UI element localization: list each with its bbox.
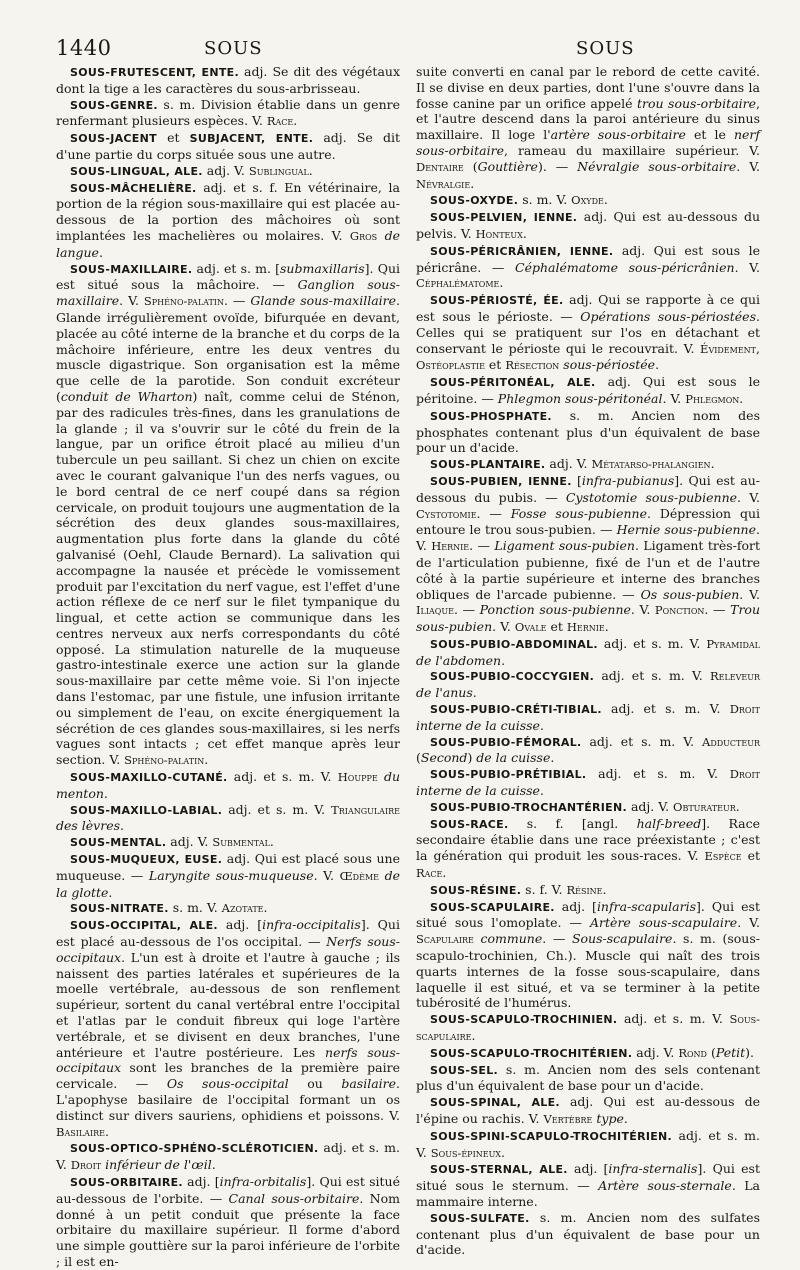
dictionary-entry [416,816,760,882]
dictionary-entry [56,130,400,163]
entry-text: s. f. [angl. [508,815,637,831]
entry-headword: SOUS-STERNAL, ALE. [430,1163,568,1177]
entry-text: adj. et s. m. V. [56,1140,400,1173]
entry-text: Droit [729,702,760,717]
entry-text: adj. V. [626,798,674,814]
entry-text: et le [685,127,734,143]
entry-text: Nerfs sous-occipitaux [56,934,400,965]
entry-headword: SOUS-SULFATE. [430,1211,530,1225]
entry-text: . [739,390,744,406]
entry-text: half-breed [636,815,702,831]
entry-text: . [204,752,209,768]
dictionary-entry [416,408,760,456]
dictionary-entry [416,1045,760,1062]
entry-text: de langue [56,227,400,260]
entry-text: . [655,357,660,373]
entry-text: ( [706,1044,716,1060]
entry-headword: SOUS-OXYDE. [430,194,519,208]
entry-headword: SOUS-MUQUEUX, EUSE. [70,853,223,867]
entry-text: infra-pubianus [581,472,675,488]
entry-headword: SOUS-PÉRITONÉAL, ALE. [430,376,596,390]
entry-text: [ [571,472,582,488]
entry-text: ou [288,1076,342,1092]
entry-text: . [211,1157,216,1173]
entry-text: adj. Se dit d'une partie du corps située sous une autre. [56,130,400,162]
entry-text: . La mammaire interne. [416,1178,760,1209]
entry-headword: SOUS-PHOSPHATE. [430,409,552,423]
dictionary-entry [416,701,760,734]
entry-headword: SOUS-PUBIO-FÉMORAL. [430,735,582,749]
entry-text: Cystotomie sous-pubienne [565,489,738,505]
entry-text: Névralgie sous-orbitaire [577,158,737,174]
entry-text [377,228,384,243]
entry-text: . [539,783,544,799]
dictionary-entry [416,192,760,209]
entry-text: Phlegmon [685,391,740,406]
entry-text: des lèvres [56,818,121,834]
entry-text: Céphalématome sous-péricrânien [515,259,735,275]
entry-text: Sphéno-palatin [143,294,224,309]
entry-text: interne de la cuisse [416,717,540,733]
entry-text: ]. Qui est situé sous l'omoplate. — [416,898,760,931]
entry-text: suite converti en canal par le rebord de cette cavité. Il se divise en deux parties, dont l'une s'ouvre dans la fosse canine par un orifice appelé [416,64,760,111]
entry-text: . V. [734,259,760,275]
entry-headword: SOUS-PUBIO-TROCHANTÉRIEN. [430,800,627,814]
dictionary-entry [416,799,760,816]
entry-text: adj. [ [182,1173,220,1189]
entry-text: Ostéoplastie [416,358,485,373]
entry-text: adj. V. [632,1044,679,1060]
entry-headword: SOUS-GENRE. [70,98,158,112]
entry-text: . V. [630,602,655,618]
entry-text: adj. Qui est sous le péritoine. — [416,374,760,406]
dictionary-entry [416,1011,760,1045]
entry-text: . [471,1028,476,1044]
entry-text: Scapulaire [416,932,474,947]
entry-text: sont les branches de la première paire cervicale. — [56,1060,400,1092]
entry-text: Rond [678,1045,707,1060]
entry-text: sous-périostée [563,357,656,373]
dictionary-entry [416,64,760,192]
entry-text: . V. [662,390,686,406]
entry-text: . — [542,931,572,947]
dictionary-entry [416,243,760,292]
entry-text: Hernie [431,539,470,554]
entry-text: . [98,244,103,260]
entry-text: s. m. Ancien nom des sels contenant plus d'un équivalent de base pour un d'acide. [416,1061,760,1094]
entry-text: . [470,175,475,191]
entry-text: infra-sternalis [608,1161,698,1177]
entry-text: Honteux [475,226,523,241]
entry-text: infra-occipitalis [262,917,361,933]
entry-text: Oxyde [571,193,604,208]
entry-text: . [550,750,555,766]
entry-headword: SOUS-MAXILLO-LABIAL. [70,803,223,817]
entry-text: Artère sous-sternale [598,1178,732,1194]
entry-text: . — [469,538,495,554]
entry-text: . — [476,505,511,521]
entry-text: ]. Qui est au-dessous du pubis. — [416,472,760,505]
entry-text: . L'apophyse basilaire de l'occipital formant un os distinct sur divers sauriens, ophidiens et poissons. V. [56,1076,401,1123]
entry-text: . Celles qui se pratiquent sur l'os en détachant et conservant le périoste qui le recouvrait. V. [416,308,760,356]
dictionary-entry [416,882,760,899]
entry-headword: SOUS-PLANTAIRE. [430,458,546,472]
entry-text: s. m. Division établie dans un genre renfermant plusieurs espèces. V. [56,96,400,129]
dictionary-entry [416,766,760,799]
entry-text: de l'abdomen [416,652,502,668]
entry-text: Œdème [339,868,379,883]
entry-text: . [499,275,504,291]
entry-text: Os sous-occipital [166,1076,289,1092]
entry-text: , [756,340,760,356]
entry-headword: SOUS-MAXILLO-CUTANÉ. [70,771,228,785]
left-column [56,64,400,1270]
entry-text: Triangulaire [331,802,400,817]
entry-text: Laryngite sous-muqueuse [148,867,314,883]
entry-text: adj. V. [202,162,249,178]
entry-text: ( [416,750,421,766]
page-number: 1440 [56,36,112,60]
entry-text: Phlegmon sous-péritonéal [497,390,663,406]
entry-text: ). [745,1044,754,1060]
dictionary-entry [416,209,760,243]
dictionary-entry [56,802,400,835]
entry-headword: SOUS-PUBIO-CRÉTI-TIBIAL. [430,703,602,717]
entry-text: Cystotomie [416,506,477,521]
entry-text: . [472,685,477,701]
entry-text: ]. Qui est placé au-dessous de l'os occipital. — [56,917,400,950]
entry-headword: SOUS-SCAPULO-TROCHINIEN. [430,1013,618,1027]
dictionary-entry [56,834,400,851]
entry-text: Iliaque [416,603,454,618]
entry-text: Vertèbre [543,1112,593,1126]
dictionary-entry [56,64,400,97]
entry-text: de la glotte [56,867,400,900]
dictionary-entry [416,734,760,767]
entry-text: . [604,619,609,635]
entry-text: adj. et s. m. V. [416,1127,760,1160]
entry-text: ) naît, comme celui de Sténon, par des radicules très-fines, dans les granulations de la glande ; il va s'ouvrir sur le côté du frein de la langue, par un orifice étroit placé au milieu d'un tubercule un peu saillant. Si chez un chien on excite avec le courant galvanique l'un des nerfs vagues, ou le bord central de ce nerf coupé dans sa région cervicale, on produit toujours une augmentation de la sécrétion des deux glandes sous-maxillaires, augmentation plus forte dans la glande du côté galvanisé (Oehl, Claude Bernard). La salivation qui accompagne la nausée et précède le vomissement produit par l'excitation du nerf vague, est l'effet d'une action réflexe de ce nerf sur le filet tympanique du lingual, et cette action se communique dans les centres nerveux aux nerfs correspondants du côté opposé. La stimulation naturelle de la muqueuse gastro-intestinale exerce une action sur la glande sous-maxillaire par cette même voie. Si l'on injecte dans l'estomac, par une fistule, une infusion irritante ou simplement de l'eau, on excite énergiquement la sécrétion de ces glandes sous-maxillaires, si les nerfs vagues sont intacts ; cet effet manque après leur section. V. [56,388,400,768]
entry-text: Canal sous-orbitaire [228,1190,360,1206]
entry-text: . [522,225,527,241]
entry-text: nerfs sous-occipitaux [56,1044,400,1076]
entry-text: submaxillaris [280,260,365,276]
entry-text: Basilaire [56,1124,105,1139]
entry-text: adj. et s. m. V. [222,801,332,817]
entry-text: . [108,884,113,900]
dictionary-entry [56,917,400,1140]
entry-text: de l'anus [416,685,473,701]
entry-text: s. m. Ancien nom des phosphates contenant plus d'un équivalent de base pour un d'acide. [416,407,760,456]
entry-headword: SOUS-ORBITAIRE. [70,1175,183,1189]
entry-text: Évidement [700,341,757,356]
dictionary-entry [416,1210,760,1258]
entry-text: . — [704,602,731,618]
dictionary-entry [416,668,760,701]
entry-text: commune [480,931,543,947]
dictionary-entry [416,1128,760,1162]
entry-text: adj. Qui se rapporte à ce qui est sous le périoste. — [416,292,760,324]
entry-text: ) [467,750,477,766]
entry-text: Espèce [704,849,742,864]
entry-text: . [120,818,125,834]
entry-text: Fosse sous-pubienne [510,505,648,521]
entry-text: . V. [739,586,760,602]
entry-headword: SOUS-SPINI-SCAPULO-TROCHITÉRIEN. [430,1129,673,1143]
entry-text: Sublingual [248,163,309,178]
entry-text: . V. [737,489,761,505]
dictionary-entry [416,899,760,1012]
entry-headword: SOUS-MENTAL. [70,836,167,850]
entry-headword: SOUS-SCAPULAIRE. [430,900,555,914]
entry-text: adj. [ [554,898,597,914]
entry-text: et [741,848,760,864]
entry-text: Os sous-pubien [640,586,740,602]
entry-text: s. m. V. [518,192,572,208]
dictionary-entry [416,636,760,669]
dictionary-entry [416,1094,760,1128]
entry-text: adj. et s. m. [ [192,260,281,276]
dictionary-entry [416,1062,760,1095]
entry-headword: SOUS-SPINAL, ALE. [430,1096,560,1110]
entry-headword: SOUS-RACE. [430,817,509,831]
entry-text: Droit [70,1158,102,1173]
entry-text: . [263,900,268,916]
entry-text: Petit [715,1044,746,1060]
entry-text: ]. Race secondaire établie dans une race préexistante ; c'est la génération qui produit les sous-races. V. [416,815,760,864]
entry-text: Sous-épineux [430,1145,502,1160]
entry-text: Trou sous-pubien [416,602,760,635]
entry-text: adj. et s. m. V. [581,733,703,749]
dictionary-entry [56,900,400,917]
entry-text: et [546,619,567,635]
entry-text: . [602,881,607,897]
entry-text: du menton [56,769,400,801]
entry-headword: SUBJACENT, ENTE. [189,132,314,146]
entry-headword: SOUS-PUBIO-ABDOMINAL. [430,637,598,651]
entry-text: de la cuisse [476,750,551,766]
running-head-right: SOUS [576,38,635,59]
entry-text: . V. [416,522,760,554]
entry-text: Ponction sous-pubienne [479,602,631,618]
entry-text: Second [420,750,468,766]
entry-text: Gouttière [477,158,538,174]
entry-text: basilaire [341,1076,397,1092]
entry-text: . [293,113,298,129]
entry-headword: SOUS-JACENT [70,132,157,146]
dictionary-entry [56,97,400,131]
entry-text: inférieur de l'œil [105,1157,212,1173]
dictionary-entry [56,180,400,261]
entry-text: Résection [505,358,560,373]
dictionary-entry [56,1174,400,1270]
entry-headword: SOUS-PÉRIOSTÉ, ÉE. [430,294,564,308]
dictionary-entry [416,374,760,408]
entry-text: . [735,798,740,814]
entry-text: Dentaire [416,159,464,174]
entry-text: Pyramidal [706,636,760,651]
entry-text: Ligament sous-pubien [494,538,635,554]
dictionary-entry [56,1140,400,1174]
entry-text: infra-scapularis [596,898,697,914]
entry-text: adj. et s. m. V. [617,1011,730,1027]
entry-text: s. m. V. [168,900,222,916]
entry-text: Glande sous-maxillaire [250,293,397,309]
entry-text: Ponction [654,603,705,618]
entry-text: ( [463,158,478,174]
dictionary-entry [416,1161,760,1209]
entry-text: nerf sous-orbitaire [416,127,760,158]
entry-text: . Nom donné à un petit conduit que présente la face orbitaire du maxillaire supérieur. Il forme d'abord une simple gouttière sur la paroi inférieure de l'orbite ; il est en- [56,1190,401,1269]
entry-text: adj. [ [217,917,263,933]
entry-text: . L'un est à droite et l'autre à gauche ; ils naissent des parties latérales et supérieures de la moelle vertébrale, au-dessous de son renflement supérieur, sortent du canal vertébral entre l'occipital et l'atlas par le conduit fibreux qui loge l'artère vertébrale, et se divisent en deux branches, l'une antérieure et l'autre postérieure. Les [56,949,400,1060]
entry-headword: SOUS-OPTICO-SPHÉNO-SCLÉROTICIEN. [70,1142,319,1156]
entry-headword: SOUS-RÉSINE. [430,883,522,897]
entry-text: Droit [729,767,760,782]
entry-text: infra-orbitalis [219,1173,307,1189]
dictionary-entry [56,163,400,180]
entry-text: Hernie [566,620,605,635]
running-head-left: SOUS [204,38,263,59]
entry-text: Artère sous-scapulaire [590,915,738,931]
entry-text: ]. Qui est situé sous la mâchoire. — [56,260,400,293]
page-header [56,36,760,64]
entry-text: . V. [736,158,761,174]
entry-text: Adducteur [702,734,760,749]
entry-text: adj. et s. m. V. [597,635,707,651]
entry-text: . Dépression qui entoure le trou sous-pubien. — [416,505,761,538]
entry-text: . s. m. (sous-scapulo-trochinien, Ch.). Muscle qui naît des trois quarts internes de la fosse sous-scapulaire, dans laquelle il est situé, et va se terminer à la petite tubérosité de l'humérus. [416,931,760,1011]
dictionary-entry [416,292,760,374]
entry-text: . V. [119,293,144,309]
entry-text: adj. et s. m. V. [227,769,338,785]
entry-text: . [103,785,108,801]
entry-text: type [596,1111,624,1126]
entry-text: artère sous-orbitaire [550,127,686,143]
entry-text: ]. Qui est situé sous le sternum. — [416,1161,760,1194]
entry-text: . Ligament très-fort de l'articulation pubienne, fixé de l'un et de l'autre côté à la partie supérieure et interne des branches obliques de l'arcade pubienne. — [416,538,761,602]
entry-headword: SOUS-NITRATE. [70,902,169,916]
entry-text: s. f. V. [521,881,567,897]
entry-text: . — [453,602,480,618]
entry-text: . [104,1123,109,1139]
entry-text: . [308,162,313,178]
entry-text: adj. Se dit des végétaux dont la tige a les caractères du sous-arbrisseau. [56,64,400,96]
entry-text: trou sous-orbitaire [637,95,757,111]
entry-text: Race [416,866,443,881]
entry-text: . V. [492,619,515,635]
entry-text: . [539,717,544,733]
dictionary-entry [416,473,760,636]
entry-text: ). — [537,158,578,174]
entry-text: Céphalématome [416,276,500,291]
entry-text: adj. et s. m. V. [601,701,730,717]
entry-text: . [501,1144,505,1160]
entry-headword: SOUS-FRUTESCENT, ENTE. [70,66,239,79]
entry-text: , rameau du maxillaire supérieur. V. [503,142,760,158]
entry-text: , et l'autre descend dans la paroi antérieure du sinus maxillaire. Il loge l' [416,95,760,143]
entry-text: Houppe [337,770,378,785]
entry-headword: SOUS-PELVIEN, IENNE. [430,211,578,225]
entry-text: Submental [212,835,270,850]
entry-text: Ovale [514,620,547,635]
entry-text: . [623,1111,628,1126]
right-column [416,64,760,1270]
entry-text: Opérations sous-périostées [580,308,756,324]
entry-text: Obturateur [673,799,736,814]
entry-headword: SOUS-LINGUAL, ALE. [70,164,203,178]
entry-text: adj. Qui est sous le péricrâne. — [416,242,760,275]
entry-text: interne de la cuisse [416,783,540,799]
entry-text: Sous-scapulaire [416,1012,760,1044]
entry-text: et [156,130,190,146]
entry-text: . V. [313,867,340,883]
entry-text: Gros [349,228,378,243]
entry-headword: SOUS-PUBIO-PRÉTIBIAL. [430,768,587,782]
entry-text: . — [223,293,251,309]
entry-text: Ganglion sous-maxillaire [56,277,400,309]
entry-text: conduit de Wharton [60,388,193,404]
dictionary-entry [56,769,400,802]
dictionary-entry [416,456,760,473]
entry-headword: SOUS-MÂCHELIÈRE. [70,181,197,195]
entry-text: adj. Qui est au-dessous du pelvis. V. [416,209,760,241]
entry-headword: SOUS-SCAPULO-TROCHITÉRIEN. [430,1046,633,1060]
entry-headword: SOUS-PUBIO-COCCYGIEN. [430,670,595,684]
entry-text: . [269,834,274,850]
entry-text: Névralgie [416,176,471,191]
entry-text: Race [266,114,294,129]
entry-text: Sphéno-palatin [124,753,205,768]
entry-text: Releveur [709,669,760,684]
text-columns [56,64,760,1270]
entry-text: . [603,192,608,208]
entry-text: ]. Qui est situé au-dessous de l'orbite. — [56,1173,400,1206]
entry-text: . Glande irrégulièrement ovoïde, bifurquée en devant, placée au côté interne de la branche et du corps de la mâchoire inférieure, entre les deux ventres du muscle digastrique. Son organisation est la même que celle de la parotide. Son conduit excréteur ( [56,293,400,404]
entry-text: adj. Qui est placé sous une muqueuse. — [56,851,400,883]
entry-text: Sous-scapulaire [571,931,673,947]
entry-text: . [501,652,506,668]
entry-headword: SOUS-PÉRICRÂNIEN, IENNE. [430,244,614,258]
dictionary-entry [56,261,400,770]
entry-text: adj. et s. m. V. [586,766,730,782]
entry-text: adj. Qui est au-dessous de l'épine ou rachis. V. [416,1094,760,1126]
entry-text: Métatarso-phalangien [591,457,711,472]
entry-text: . [710,456,715,472]
entry-headword: SOUS-SEL. [430,1063,499,1077]
entry-headword: SOUS-PUBIEN, IENNE. [430,474,572,488]
entry-text: . V. [737,915,761,931]
entry-text: adj. et s. f. En vétérinaire, la portion de la région sous-maxillaire qui est placée au-dessous de la portion des mâchoires où sont implantées les machelières ou molaires. V. [56,179,400,243]
entry-text: adj. et s. m. V. [594,668,710,684]
entry-headword: SOUS-MAXILLAIRE. [70,262,193,276]
dictionary-entry [56,851,400,900]
entry-text: Résine [566,882,603,897]
entry-text: et [484,357,506,373]
entry-text: adj. V. [166,834,213,850]
entry-text: Azotate [221,901,264,916]
entry-text: adj. V. [545,456,592,472]
entry-text [474,931,481,946]
entry-text: s. m. Ancien nom des sulfates contenant plus d'un équivalent de base pour un d'acide. [416,1209,760,1258]
entry-text: adj. [ [567,1161,609,1177]
entry-headword: SOUS-OCCIPITAL, ALE. [70,919,218,933]
entry-text: Hernie sous-pubienne [616,522,756,538]
entry-text: . [442,865,447,881]
